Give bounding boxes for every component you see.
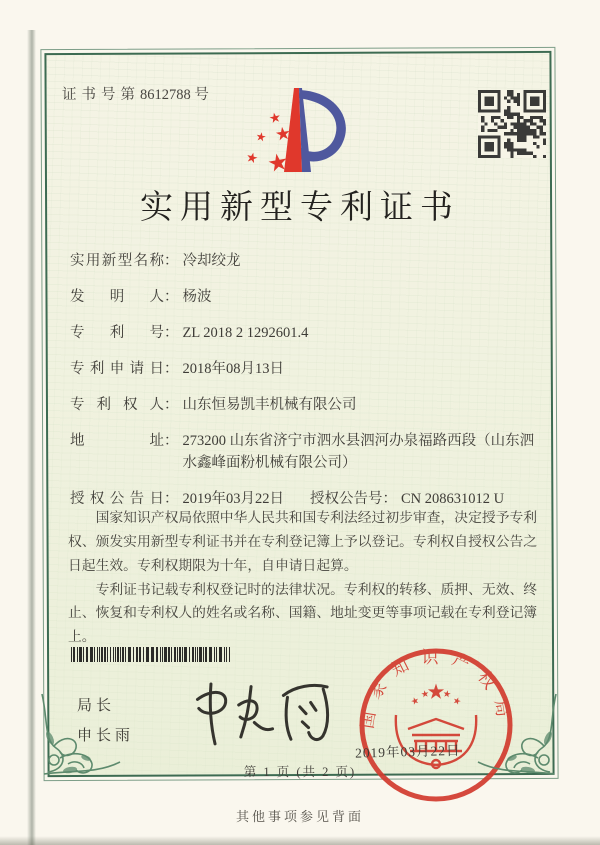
certificate-number (62, 83, 209, 104)
certificate-title: 实用新型专利证书 (140, 190, 460, 226)
field-value: 冷却绞龙 (182, 253, 241, 269)
certificate-number-suffix: 号 (194, 87, 209, 103)
field-label: 地址 (70, 433, 164, 449)
scan-edge-shadow-left (27, 30, 36, 845)
corner-flourish-left-icon (34, 686, 130, 778)
corner-flourish-right-icon (468, 686, 564, 778)
seal-date: 2019年03月22日 (354, 742, 461, 761)
field-grant-date: 授权公告日 ： 2019年03月22日 (70, 488, 310, 510)
director-signature (181, 667, 356, 759)
page-number: 第 1 页 (共 2 页) (243, 765, 357, 779)
certificate-fields (70, 250, 542, 524)
field-value: 山东恒易凯丰机械有限公司 (182, 397, 357, 413)
scan-edge-shadow-bottom (0, 836, 600, 845)
director-name: 申长雨 (77, 728, 135, 744)
field-patent-number: 专利号 ： ZL 2018 2 1292601.4 (70, 322, 542, 344)
field-filing-date: 专利申请日 ： 2018年08月13日 (70, 358, 542, 380)
seal-text: 国家知识产权局 (357, 648, 515, 731)
field-label: 发明人 (70, 289, 164, 305)
field-grant-number: 授权公告号 ： CN 208631012 U (310, 488, 542, 510)
field-label: 专利申请日 (70, 361, 164, 377)
field-utility-model-name: 实用新型名称 ： 冷却绞龙 (70, 250, 542, 272)
field-value: 2019年03月22日 (182, 491, 284, 507)
field-patentee: 专利权人 ： 山东恒易凯丰机械有限公司 (70, 394, 542, 416)
field-label: 授权公告号 (310, 491, 383, 507)
field-inventor: 发明人 ： 杨波 (70, 286, 542, 308)
cnipa-logo-icon (238, 76, 358, 184)
field-label: 专利权人 (70, 397, 164, 413)
legal-paragraph-2: 专利证书记载专利权登记时的法律状况。专利权的转移、质押、无效、终止、恢复和专利权人的姓名或名称、国籍、地址变更等事项记载在专利登记簿上。 (68, 581, 538, 645)
qr-code (478, 90, 546, 158)
field-value: 杨波 (182, 289, 212, 305)
field-label: 授权公告日 (70, 491, 164, 507)
footer-note: 其他事项参见背面 (235, 809, 364, 824)
field-address: 地址 ： 273200 山东省济宁市泗水县泗河办泉福路西段（山东泗水鑫峰面粉机械有限公司） (70, 430, 542, 474)
legal-text (68, 506, 542, 649)
field-value: 273200 山东省济宁市泗水县泗河办泉福路西段（山东泗水鑫峰面粉机械有限公司） (182, 433, 535, 471)
legal-paragraph-1: 国家知识产权局依照中华人民共和国专利法经过初步审查，决定授予专利权、颁发实用新型专利证书并在专利登记簿上予以登记。专利权自授权公告之日起生效。专利权期限为十年，自申请日起算。 (68, 510, 538, 573)
field-value: CN 208631012 U (401, 491, 505, 507)
seal-national-emblem (410, 684, 461, 706)
director-title: 局长 (77, 698, 116, 714)
barcode (71, 647, 233, 662)
certificate-number-prefix: 证书号第 (62, 87, 140, 103)
field-value: ZL 2018 2 1292601.4 (182, 325, 309, 341)
field-label: 实用新型名称 (70, 253, 164, 269)
certificate-number-value: 8612788 (140, 87, 191, 103)
field-label: 专利号 (70, 325, 164, 341)
field-value: 2018年08月13日 (182, 361, 284, 377)
